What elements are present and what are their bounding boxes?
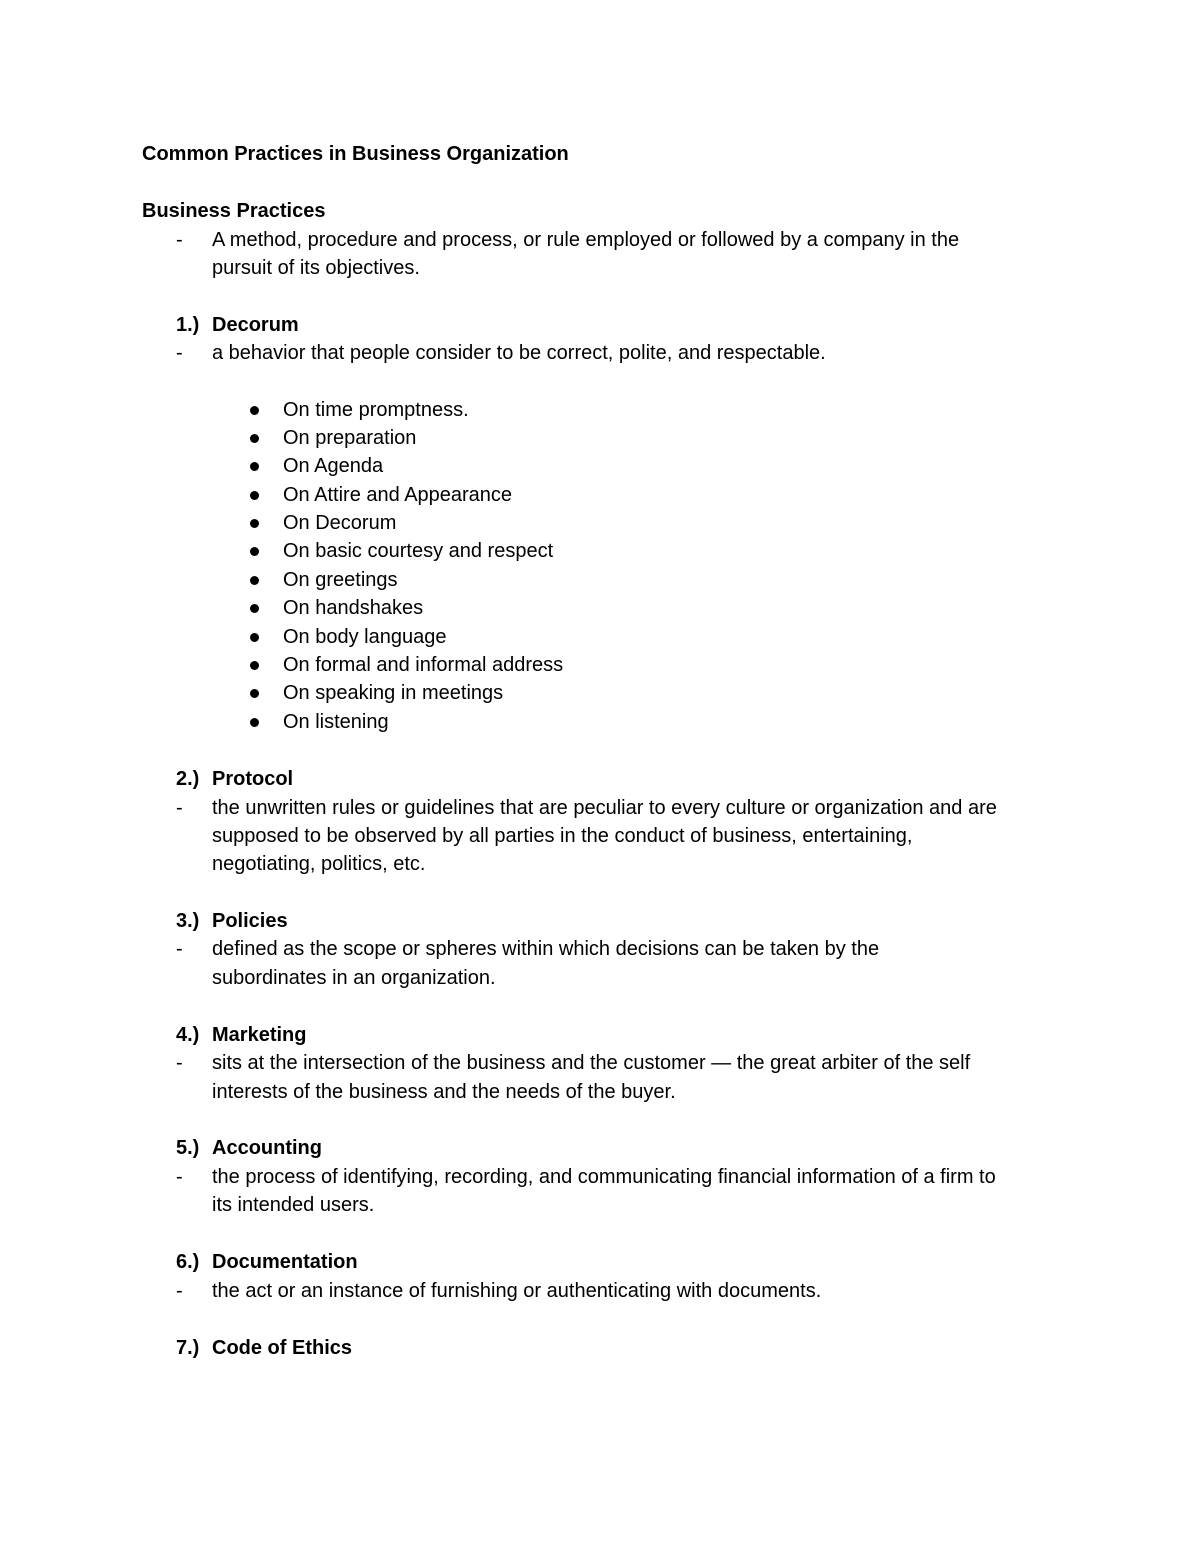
bullet-text: On preparation <box>283 427 417 449</box>
section-heading-marketing: Marketing <box>212 1024 307 1046</box>
bullet-dot-icon <box>250 434 259 443</box>
section-dash: - <box>176 938 183 960</box>
bullet-dot-icon <box>250 604 259 613</box>
intro-dash: - <box>176 229 183 251</box>
section-definition-line: the act or an instance of furnishing or authenticating with documents. <box>212 1280 822 1302</box>
section-number: 6.) <box>176 1251 200 1273</box>
bullet-dot-icon <box>250 462 259 471</box>
bullet-dot-icon <box>250 491 259 500</box>
section-number: 3.) <box>176 910 200 932</box>
document-title: Common Practices in Business Organization <box>142 143 569 165</box>
section-definition-line: its intended users. <box>212 1194 375 1216</box>
bullet-dot-icon <box>250 633 259 642</box>
section-definition-line: subordinates in an organization. <box>212 967 496 989</box>
section-definition-line: a behavior that people consider to be correct, polite, and respectable. <box>212 342 826 364</box>
bullet-dot-icon <box>250 661 259 670</box>
bullet-text: On handshakes <box>283 597 424 619</box>
section-dash: - <box>176 1280 183 1302</box>
bullet-dot-icon <box>250 519 259 528</box>
section-heading-protocol: Protocol <box>212 768 294 790</box>
section-definition-line: interests of the business and the needs of the buyer. <box>212 1081 676 1103</box>
bullet-dot-icon <box>250 406 259 415</box>
section-definition-line: defined as the scope or spheres within which decisions can be taken by the <box>212 938 880 960</box>
section-number: 2.) <box>176 768 200 790</box>
section-definition-line: the unwritten rules or guidelines that are peculiar to every culture or organization and are <box>212 797 997 819</box>
section-definition-line: the process of identifying, recording, and communicating financial information of a firm to <box>212 1166 996 1188</box>
section-definition-line: negotiating, politics, etc. <box>212 853 426 875</box>
bullet-text: On time promptness. <box>283 399 469 421</box>
bullet-text: On formal and informal address <box>283 654 564 676</box>
intro-heading: Business Practices <box>142 200 326 222</box>
section-heading-accounting: Accounting <box>212 1137 322 1159</box>
section-number: 4.) <box>176 1024 200 1046</box>
section-heading-decorum: Decorum <box>212 314 299 336</box>
bullet-dot-icon <box>250 718 259 727</box>
bullet-dot-icon <box>250 689 259 698</box>
bullet-dot-icon <box>250 547 259 556</box>
bullet-text: On speaking in meetings <box>283 682 504 704</box>
section-number: 1.) <box>176 314 200 336</box>
intro-definition-line: A method, procedure and process, or rule employed or followed by a company in the <box>212 229 960 251</box>
section-dash: - <box>176 1166 183 1188</box>
section-number: 5.) <box>176 1137 200 1159</box>
section-dash: - <box>176 342 183 364</box>
bullet-text: On Attire and Appearance <box>283 484 513 506</box>
section-definition-line: sits at the intersection of the business and the customer — the great arbiter of the self <box>212 1052 971 1074</box>
intro-definition-line: pursuit of its objectives. <box>212 257 420 279</box>
bullet-text: On body language <box>283 626 447 648</box>
section-number: 7.) <box>176 1337 200 1359</box>
section-definition-line: supposed to be observed by all parties in the conduct of business, entertaining, <box>212 825 913 847</box>
section-heading-code-of-ethics: Code of Ethics <box>212 1337 353 1359</box>
section-dash: - <box>176 797 183 819</box>
section-dash: - <box>176 1052 183 1074</box>
bullet-text: On Agenda <box>283 455 384 477</box>
bullet-text: On Decorum <box>283 512 397 534</box>
bullet-text: On listening <box>283 711 389 733</box>
bullet-text: On greetings <box>283 569 398 591</box>
section-heading-policies: Policies <box>212 910 288 932</box>
bullet-dot-icon <box>250 576 259 585</box>
bullet-text: On basic courtesy and respect <box>283 540 554 562</box>
section-heading-documentation: Documentation <box>212 1251 358 1273</box>
